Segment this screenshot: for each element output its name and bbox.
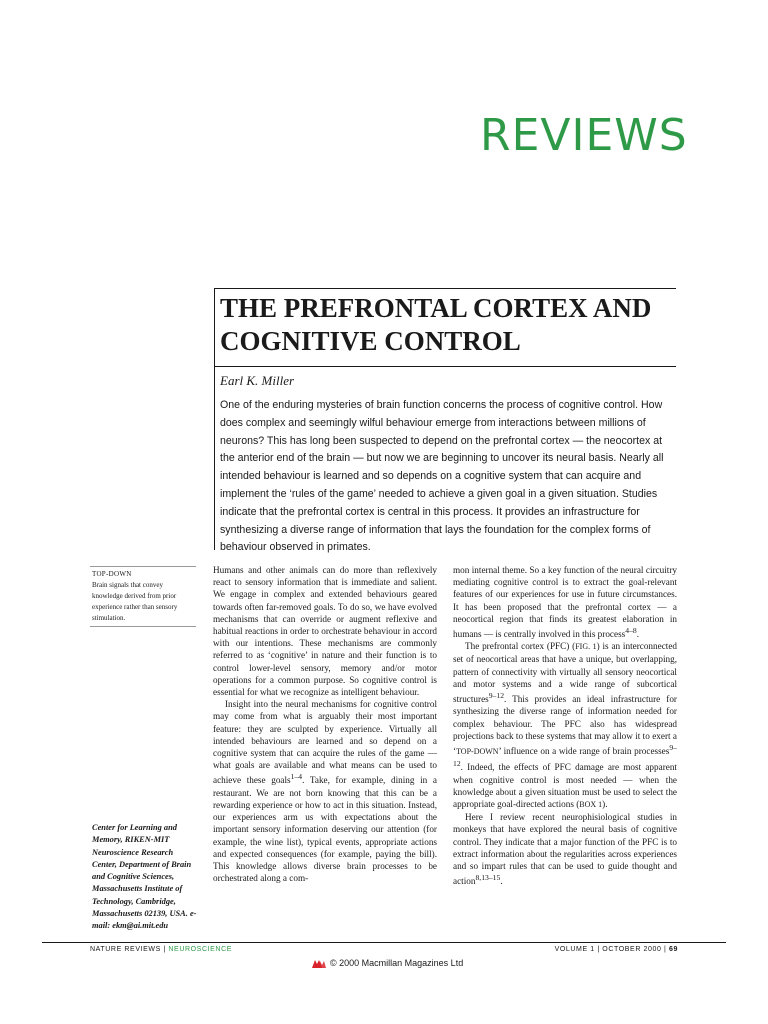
citation-ref: 1–4	[290, 772, 303, 782]
abstract: One of the enduring mysteries of brain function concerns the process of cognitive control. How does complex and seemingly wilful behaviour emerge from interactions between millions of neurons? This has long been suspected to depend on the prefrontal cortex — the neocortex at the anterior end of the brain — but now we are beginning to uncover its neural basis. Nearly all intended behaviour is learned and so depends on a cognitive system that can acquire and implement the ‘rules of the game’ needed to achieve a given goal in a given situation. Studies indicate that the prefrontal cortex is central in this process. It provides an infrastructure for synthesizing a diverse range of information that lays the foundation for the complex forms of behaviour observed in primates.	[220, 399, 664, 554]
figure-ref-link[interactable]: FIG. 1	[575, 642, 597, 652]
footer-journal: NATURE REVIEWS | NEUROSCIENCE	[90, 946, 233, 953]
author-name: Earl K. Miller	[220, 373, 295, 388]
macmillan-logo-icon	[312, 958, 326, 968]
body-paragraph: Insight into the neural mechanisms for cognitive control may come from what is arguably their most important feature: they are sculpted by experience. Virtually all intended behaviours are learned and so depend on a cognitive system that can acquire the rules of the game — what goals are available and what means can be used to achieve these goals$^{1-4}$. Take, for example, dining in a restaurant. We are not born knowing that this can be a rewarding experience or how to act in this situation. Instead, our experiences arm us with expectations about the important sensory information deserving our attention (for example, the wine list), typical events, appropriate actions and expected consequences (for example, paying the bill). This knowledge allows diverse brain processes to be orchestrated along a com-	[213, 699, 437, 884]
margin-note-rule-bottom	[90, 626, 196, 627]
body-paragraph: The prefrontal cortex (PFC) (FIG. 1) is an interconnected set of neocortical areas that have a unique, but overlapping, pattern of connectivity with virtually all sensory neocortical and motor systems and a wide range of subcortical structures$^{9-12}$. This provides an ideal infrastructure for synthesizing the diverse range of information needed for complex behaviour. The PFC also has widespread projections back to these systems that may allow it to exert a ‘TOP-DOWN’ influence on a wide range of brain processes$^{9-12}$. Indeed, the effects of PFC damage are most apparent when cognitive control is most needed — when the knowledge about a given situation must be used to select the appropriate goal-directed actions (BOX 1).	[453, 641, 678, 809]
title-rule-left	[214, 288, 215, 550]
copyright-text: © 2000 Macmillan Magazines Ltd	[330, 958, 464, 968]
glossary-term: TOP-DOWN	[92, 570, 132, 578]
body-paragraph: Humans and other animals can do more than reflexively react to sensory information that is immediate and salient. We engage in complex and extended behaviours geared towards often far-removed goals. To do so, we have evolved mechanisms that can override or augment reflexive and habitual reactions in order to orchestrate behaviour in accord with our intentions. These mechanisms are commonly referred to as ‘cognitive’ in nature and their function is to control lower-level sensory, memory and/or motor operations for a common purpose. So cognitive control is essential for what we recognize as intelligent behaviour.	[213, 565, 437, 698]
margin-note-rule-top	[90, 566, 196, 567]
section-label: REVIEWS	[480, 110, 688, 161]
page-number: 69	[669, 946, 678, 953]
glossary-definition: Brain signals that convey knowledge derived from prior experience rather than sensory stimulation.	[92, 581, 178, 622]
footer-volume: VOLUME 1 | OCTOBER 2000 | 69	[554, 946, 678, 953]
glossary-note	[92, 569, 194, 624]
citation-ref: 8,13–15	[475, 873, 501, 883]
body-column-2	[453, 564, 677, 887]
author-affiliation: Center for Learning and Memory, RIKEN-MIT Neuroscience Research Center, Department of Brain and Cognitive Sciences, Massachusetts Institute of Technology, Cambridge, Massachusetts 02139, USA. e-mail: ekm@ai.mit.edu	[92, 823, 197, 931]
box-ref-link[interactable]: BOX 1	[579, 799, 603, 809]
article-title: THE PREFRONTAL CORTEX AND COGNITIVE CONTROL	[220, 293, 652, 356]
citation-ref: 4–8	[625, 626, 637, 636]
body-column-1	[213, 564, 437, 884]
citation-ref: 9–12	[453, 742, 677, 769]
citation-ref: 9–12	[488, 691, 505, 701]
body-paragraph: mon internal theme. So a key function of the neural circuitry mediating cognitive control is to extract the goal-relevant features of our experiences for use in future circumstances. It has been proposed that the prefrontal cortex — a neocortical region that finds its greatest elaboration in humans — is centrally involved in this process$^{4-8}$.	[453, 565, 677, 640]
footer-section: NEUROSCIENCE	[168, 946, 233, 953]
body-paragraph: Here I review recent neurophisiological studies in monkeys that have explored the neural basis of cognitive control. They indicate that a major function of the PFC is to extract information about the regularities across experiences and so impart rules that can be used to guide thought and action$^{8,13-15}$.	[453, 812, 677, 887]
publisher-line	[312, 958, 463, 968]
glossary-term-link[interactable]: TOP-DOWN	[456, 747, 499, 757]
title-rule-top	[214, 288, 676, 289]
footer-rule	[42, 942, 726, 943]
title-rule-mid	[214, 366, 676, 367]
